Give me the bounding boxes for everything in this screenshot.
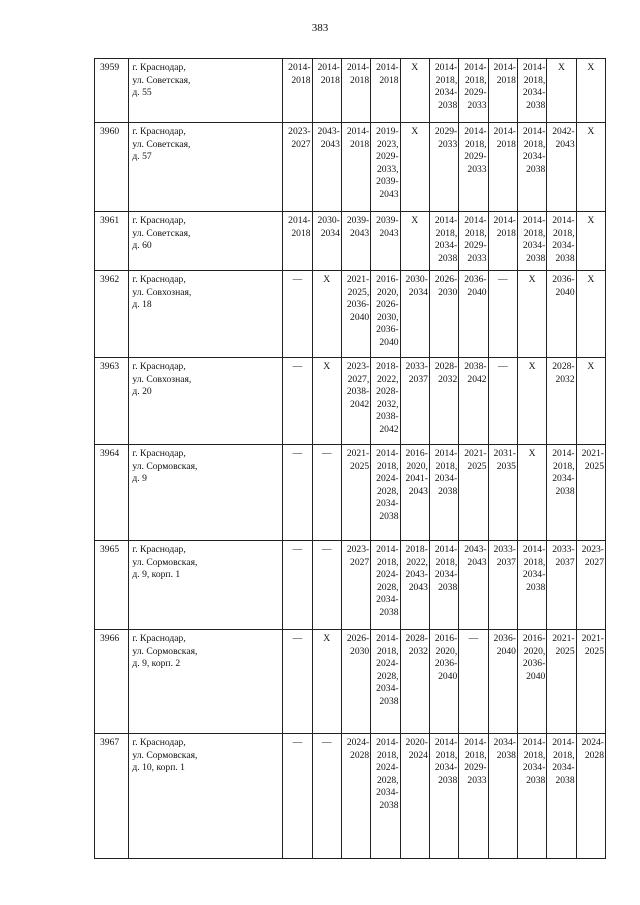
period-cell-8: — (488, 271, 517, 358)
period-cell-8: — (488, 358, 517, 445)
period-cell-3: 2014- 2018 (341, 123, 370, 212)
period-cell-9: 2014- 2018, 2034- 2038 (517, 123, 546, 212)
period-cell-4: 2014- 2018, 2024- 2028, 2034- 2038 (371, 734, 400, 859)
period-cell-8: 2036- 2040 (488, 630, 517, 734)
period-cell-4: 2039- 2043 (371, 212, 400, 271)
period-cell-9: 2014- 2018, 2034- 2038 (517, 541, 546, 630)
period-cell-1: — (283, 541, 312, 630)
table-row (95, 271, 606, 358)
period-cell-10: 2036- 2040 (547, 271, 576, 358)
period-cell-11: X (576, 358, 605, 445)
period-cell-6: 2014- 2018, 2034- 2038 (429, 212, 458, 271)
period-cell-3: 2039- 2043 (341, 212, 370, 271)
period-cell-6: 2014- 2018, 2034- 2038 (429, 445, 458, 541)
period-cell-8: 2014- 2018 (488, 123, 517, 212)
period-cell-2: — (312, 445, 341, 541)
period-cell-7: 2014- 2018, 2029- 2033 (459, 212, 488, 271)
period-cell-3: 2024- 2028 (341, 734, 370, 859)
period-cell-2: X (312, 271, 341, 358)
row-number-cell: 3961 (95, 212, 129, 271)
period-cell-4: 2019- 2023, 2029- 2033, 2039- 2043 (371, 123, 400, 212)
period-cell-11: X (576, 271, 605, 358)
period-cell-1: 2023- 2027 (283, 123, 312, 212)
period-cell-1: — (283, 630, 312, 734)
period-cell-5: 2030- 2034 (400, 271, 429, 358)
address-cell: г. Краснодар, ул. Сормовская, д. 9 (129, 445, 283, 541)
address-cell: г. Краснодар, ул. Совхозная, д. 18 (129, 271, 283, 358)
period-cell-2: 2043- 2043 (312, 123, 341, 212)
period-cell-10: 2033- 2037 (547, 541, 576, 630)
period-cell-6: 2014- 2018, 2034- 2038 (429, 59, 458, 123)
period-cell-1: 2014- 2018 (283, 59, 312, 123)
period-cell-5: X (400, 59, 429, 123)
period-cell-9: 2014- 2018, 2034- 2038 (517, 59, 546, 123)
period-cell-11: 2024- 2028 (576, 734, 605, 859)
period-cell-11: 2021- 2025 (576, 445, 605, 541)
period-cell-2: — (312, 734, 341, 859)
period-cell-3: 2014- 2018 (341, 59, 370, 123)
period-cell-11: X (576, 123, 605, 212)
period-cell-4: 2016- 2020, 2026- 2030, 2036- 2040 (371, 271, 400, 358)
period-cell-1: — (283, 358, 312, 445)
address-cell: г. Краснодар, ул. Советская, д. 55 (129, 59, 283, 123)
period-cell-7: 2014- 2018, 2029- 2033 (459, 123, 488, 212)
period-cell-8: 2033- 2037 (488, 541, 517, 630)
period-cell-6: 2028- 2032 (429, 358, 458, 445)
row-number-cell: 3965 (95, 541, 129, 630)
period-cell-4: 2014- 2018, 2024- 2028, 2034- 2038 (371, 445, 400, 541)
period-cell-11: 2023- 2027 (576, 541, 605, 630)
period-cell-10: 2028- 2032 (547, 358, 576, 445)
period-cell-3: 2023- 2027, 2038- 2042 (341, 358, 370, 445)
table-row (95, 630, 606, 734)
period-cell-10: 2014- 2018, 2034- 2038 (547, 212, 576, 271)
period-cell-5: 2020- 2024 (400, 734, 429, 859)
period-cell-2: 2030- 2034 (312, 212, 341, 271)
row-number-cell: 3962 (95, 271, 129, 358)
address-cell: г. Краснодар, ул. Совхозная, д. 20 (129, 358, 283, 445)
period-cell-7: 2038- 2042 (459, 358, 488, 445)
period-cell-1: 2014- 2018 (283, 212, 312, 271)
period-cell-9: 2016- 2020, 2036- 2040 (517, 630, 546, 734)
period-cell-6: 2014- 2018, 2034- 2038 (429, 734, 458, 859)
period-cell-5: X (400, 123, 429, 212)
period-cell-6: 2029- 2033 (429, 123, 458, 212)
table-row (95, 59, 606, 123)
period-cell-8: 2014- 2018 (488, 59, 517, 123)
row-number-cell: 3966 (95, 630, 129, 734)
period-cell-10: 2021- 2025 (547, 630, 576, 734)
period-cell-10: 2014- 2018, 2034- 2038 (547, 445, 576, 541)
table-row (95, 445, 606, 541)
period-cell-9: 2014- 2018, 2034- 2038 (517, 212, 546, 271)
period-cell-6: 2016- 2020, 2036- 2040 (429, 630, 458, 734)
registry-table (94, 58, 606, 859)
period-cell-3: 2023- 2027 (341, 541, 370, 630)
row-number-cell: 3964 (95, 445, 129, 541)
period-cell-5: 2016- 2020, 2041- 2043 (400, 445, 429, 541)
period-cell-5: 2018- 2022, 2043- 2043 (400, 541, 429, 630)
table-row (95, 541, 606, 630)
period-cell-2: X (312, 630, 341, 734)
address-cell: г. Краснодар, ул. Сормовская, д. 9, корп. 2 (129, 630, 283, 734)
period-cell-2: X (312, 358, 341, 445)
period-cell-5: X (400, 212, 429, 271)
row-number-cell: 3963 (95, 358, 129, 445)
table-row (95, 212, 606, 271)
period-cell-4: 2014- 2018, 2024- 2028, 2034- 2038 (371, 541, 400, 630)
period-cell-7: 2043- 2043 (459, 541, 488, 630)
period-cell-11: X (576, 59, 605, 123)
row-number-cell: 3959 (95, 59, 129, 123)
period-cell-1: — (283, 734, 312, 859)
address-cell: г. Краснодар, ул. Советская, д. 57 (129, 123, 283, 212)
period-cell-9: X (517, 358, 546, 445)
period-cell-1: — (283, 445, 312, 541)
table-row (95, 123, 606, 212)
period-cell-4: 2018- 2022, 2028- 2032, 2038- 2042 (371, 358, 400, 445)
period-cell-3: 2026- 2030 (341, 630, 370, 734)
period-cell-8: 2031- 2035 (488, 445, 517, 541)
period-cell-6: 2026- 2030 (429, 271, 458, 358)
period-cell-2: — (312, 541, 341, 630)
period-cell-7: 2014- 2018, 2029- 2033 (459, 59, 488, 123)
period-cell-6: 2014- 2018, 2034- 2038 (429, 541, 458, 630)
page-number: 383 (311, 22, 329, 34)
period-cell-7: — (459, 630, 488, 734)
period-cell-3: 2021- 2025, 2036- 2040 (341, 271, 370, 358)
period-cell-7: 2021- 2025 (459, 445, 488, 541)
period-cell-1: — (283, 271, 312, 358)
period-cell-4: 2014- 2018 (371, 59, 400, 123)
period-cell-10: X (547, 59, 576, 123)
table-row (95, 734, 606, 859)
period-cell-5: 2033- 2037 (400, 358, 429, 445)
address-cell: г. Краснодар, ул. Сормовская, д. 9, корп. 1 (129, 541, 283, 630)
period-cell-2: 2014- 2018 (312, 59, 341, 123)
period-cell-9: 2014- 2018, 2034- 2038 (517, 734, 546, 859)
period-cell-7: 2014- 2018, 2029- 2033 (459, 734, 488, 859)
period-cell-4: 2014- 2018, 2024- 2028, 2034- 2038 (371, 630, 400, 734)
period-cell-10: 2014- 2018, 2034- 2038 (547, 734, 576, 859)
period-cell-9: X (517, 445, 546, 541)
address-cell: г. Краснодар, ул. Сормовская, д. 10, корп. 1 (129, 734, 283, 859)
period-cell-10: 2042- 2043 (547, 123, 576, 212)
period-cell-5: 2028- 2032 (400, 630, 429, 734)
period-cell-9: X (517, 271, 546, 358)
registry-body (95, 59, 606, 859)
period-cell-11: 2021- 2025 (576, 630, 605, 734)
period-cell-3: 2021- 2025 (341, 445, 370, 541)
period-cell-7: 2036- 2040 (459, 271, 488, 358)
period-cell-8: 2034- 2038 (488, 734, 517, 859)
table-row (95, 358, 606, 445)
row-number-cell: 3960 (95, 123, 129, 212)
address-cell: г. Краснодар, ул. Советская, д. 60 (129, 212, 283, 271)
period-cell-8: 2014- 2018 (488, 212, 517, 271)
row-number-cell: 3967 (95, 734, 129, 859)
period-cell-11: X (576, 212, 605, 271)
